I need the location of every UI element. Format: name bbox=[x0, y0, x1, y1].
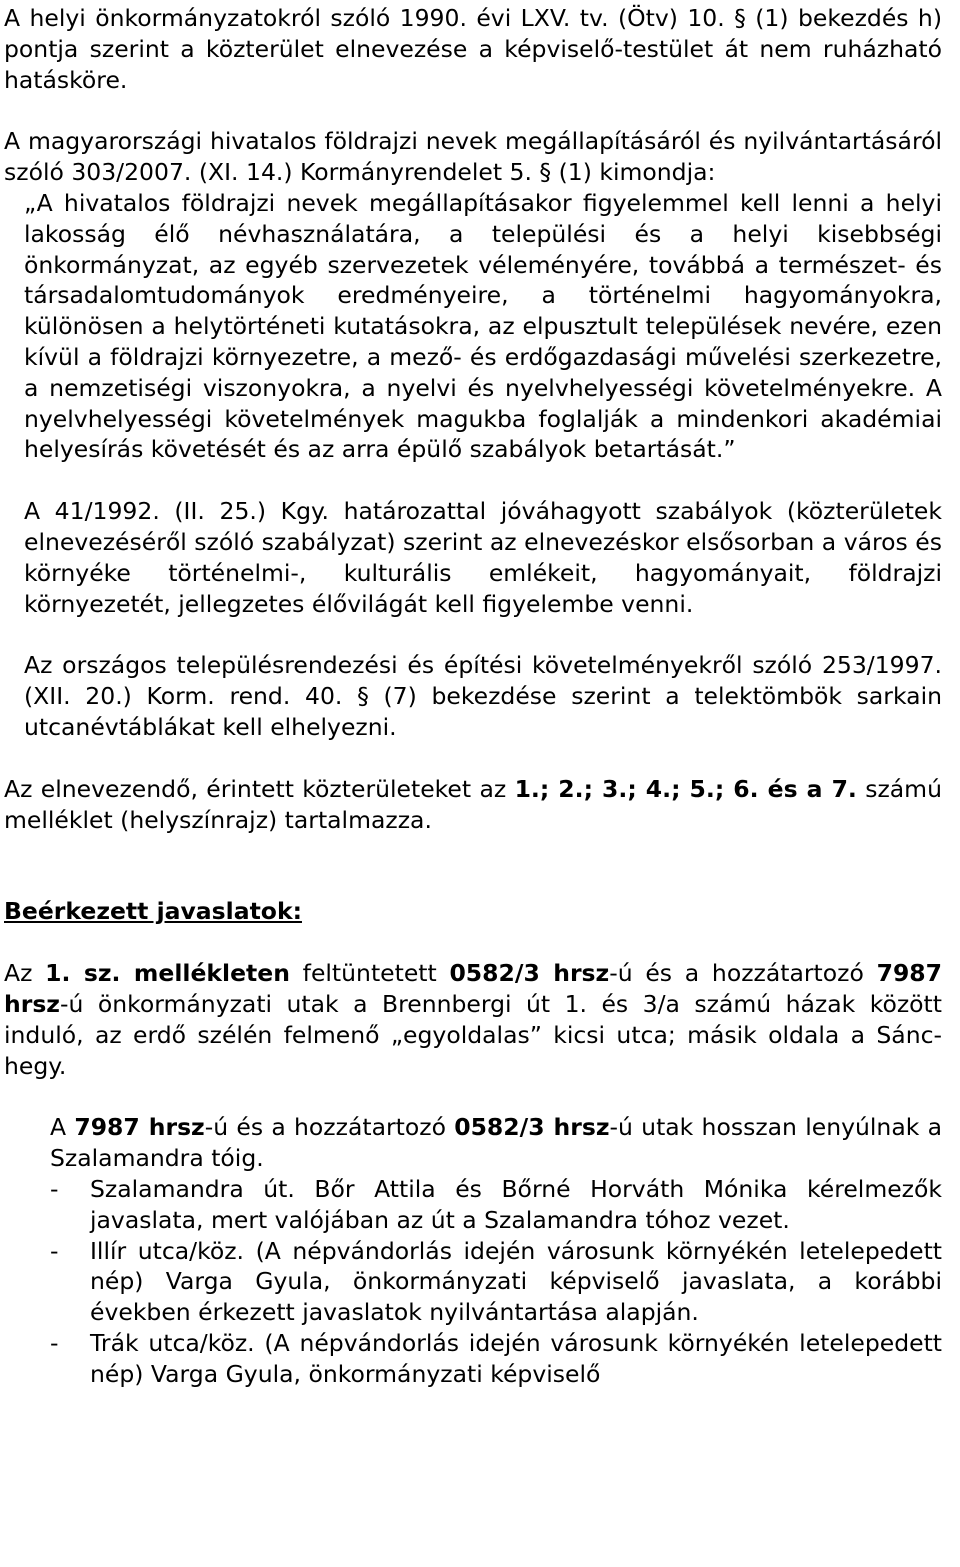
paragraph-kgy-hatarozat: A 41/1992. (II. 25.) Kgy. határozattal jóváhagyott szabályok (közterületek elnevezéséről szóló szabályzat) szerint az elnevezéskor elsősorban a város és környéke történelmi-, kulturális emlékeit, hagyományait, földrajzi környezetét, jellegzetes élővilágát kell figyelembe venni. bbox=[24, 497, 942, 618]
document-page bbox=[4, 3, 942, 1389]
list-item: - Illír utca/köz. (A népvándorlás idején városunk környékén letelepedett nép) Varga Gyula, önkormányzati képviselő javaslata, a korábbi években érkezett javaslatok nyilvántartása alapján. bbox=[50, 1236, 942, 1328]
mellekletek-numbers: 1.; 2.; 3.; 4.; 5.; 6. és a 7. bbox=[514, 774, 857, 803]
proposal-list bbox=[4, 1174, 942, 1390]
paragraph-mellekletek: Az elnevezendő, érintett közterületeket az 1.; 2.; 3.; 4.; 5.; 6. és a 7. számú melléklet (helyszínrajz) tartalmazza. bbox=[4, 774, 942, 834]
paragraph-utak: A 7987 hrsz-ú és a hozzátartozó 0582/3 hrsz-ú utak hosszan lenyúlnak a Szalamandra tóig. bbox=[50, 1113, 943, 1173]
paragraph-korm-rendelet-intro: A magyarországi hivatalos földrajzi nevek megállapításáról és nyilvántartásáról szóló 303/2007. (XI. 14.) Kormányrendelet 5. § (1) kimondja: bbox=[4, 127, 942, 187]
paragraph-otv: A helyi önkormányzatokról szóló 1990. évi LXV. tv. (Ötv) 10. § (1) bekezdés h) pontja szerint a közterület elnevezése a képviselő-testület át nem ruházható hatásköre. bbox=[4, 4, 942, 94]
paragraph-quote: „A hivatalos földrajzi nevek megállapításakor figyelemmel kell lenni a helyi lakosság élő névhasználatára, a települési és a helyi kisebbségi önkormányzat, az egyéb szervezetek véleményére, továbbá a természet- és társadalomtudományok eredményeire, a történelmi hagyományokra, különösen a helytörténeti kutatásokra, az elpusztult települések nevére, ezen kívül a földrajzi környezetre, a mező- és erdőgazdasági művelési szerkezetre, a nemzetiségi viszonyokra, a nyelvi és nyelvhelyességi követelményekre. A nyelvhelyességi követelmények magukba foglalják a mindenkori akadémiai helyesírás követését és az arra épülő szabályok betartását.” bbox=[24, 188, 942, 464]
paragraph-oteк: Az országos településrendezési és építési követelményekről szóló 253/1997. (XII. 20.) Korm. rend. 40. § (7) bekezdése szerint a telektömbök sarkain utcanévtáblákat kell elhelyezni. bbox=[24, 651, 942, 741]
list-item: - Szalamandra út. Bőr Attila és Bőrné Horváth Mónika kérelmezők javaslata, mert valójában az út a Szalamandra tóhoz vezet. bbox=[50, 1174, 942, 1236]
paragraph-melleklet-1: Az 1. sz. mellékleten feltüntetett 0582/3 hrsz-ú és a hozzátartozó 7987 hrsz-ú önkormányzati utak a Brennbergi út 1. és 3/a számú házak között induló, az erdő szélén felmenő „egyoldalas” kicsi utca; másik oldala a Sánc-hegy. bbox=[4, 959, 942, 1080]
list-item: - Trák utca/köz. (A népvándorlás idején városunk környékén letelepedett nép) Varga Gyula, önkormányzati képviselő bbox=[50, 1328, 942, 1390]
section-heading: Beérkezett javaslatok: bbox=[4, 897, 302, 926]
